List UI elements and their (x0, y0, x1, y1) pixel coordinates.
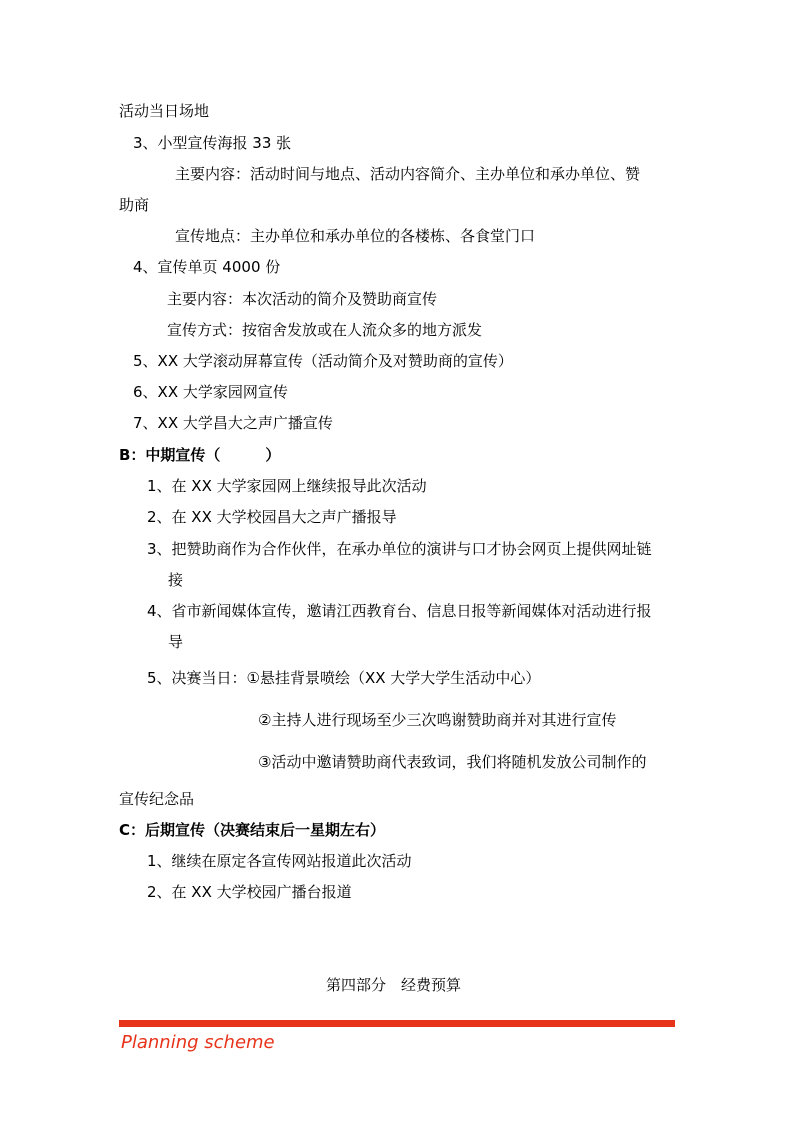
list-item: 6、XX 大学家园网宣传 (133, 383, 288, 401)
text-line: 主要内容：本次活动的简介及赞助商宣传 (167, 290, 438, 308)
footer-text: Planning scheme (121, 1032, 275, 1053)
text-line: 导 (168, 633, 184, 651)
list-item: ②主持人进行现场至少三次鸣谢赞助商并对其进行宣传 (258, 711, 617, 729)
list-item: 1、继续在原定各宣传网站报道此次活动 (147, 852, 412, 870)
list-item: 2、在 XX 大学校园昌大之声广播报导 (147, 508, 397, 526)
footer-divider (119, 1020, 675, 1027)
list-item: 7、XX 大学昌大之声广播宣传 (133, 414, 333, 432)
section-heading: B：中期宣传（ ） (119, 446, 281, 464)
text-line: 助商 (119, 196, 150, 214)
list-item: 2、在 XX 大学校园广播台报道 (147, 883, 352, 901)
list-item: 5、决赛当日：①悬挂背景喷绘（XX 大学大学生活动中心） (147, 669, 541, 687)
list-item: 5、XX 大学滚动屏幕宣传（活动简介及对赞助商的宣传） (133, 352, 513, 370)
section-heading: C：后期宣传（决赛结束后一星期左右） (119, 821, 386, 839)
text-line: 宣传地点：主办单位和承办单位的各楼栋、各食堂门口 (175, 227, 536, 245)
text-line: 主要内容：活动时间与地点、活动内容简介、主办单位和承办单位、赞 (175, 165, 641, 183)
text-line: 接 (168, 571, 184, 589)
part-title: 第四部分 经费预算 (326, 976, 462, 994)
list-item: 1、在 XX 大学家园网上继续报导此次活动 (147, 477, 427, 495)
list-item: 4、宣传单页 4000 份 (133, 258, 281, 276)
text-line: 宣传纪念品 (119, 790, 195, 808)
text-line: 活动当日场地 (119, 102, 210, 120)
list-item: 3、小型宣传海报 33 张 (133, 134, 292, 152)
text-line: 宣传方式：按宿舍发放或在人流众多的地方派发 (167, 321, 483, 339)
list-item: 4、省市新闻媒体宣传，邀请江西教育台、信息日报等新闻媒体对活动进行报 (147, 602, 652, 620)
list-item: ③活动中邀请赞助商代表致词，我们将随机发放公司制作的 (258, 753, 647, 771)
list-item: 3、把赞助商作为合作伙伴，在承办单位的演讲与口才协会网页上提供网址链 (147, 540, 652, 558)
